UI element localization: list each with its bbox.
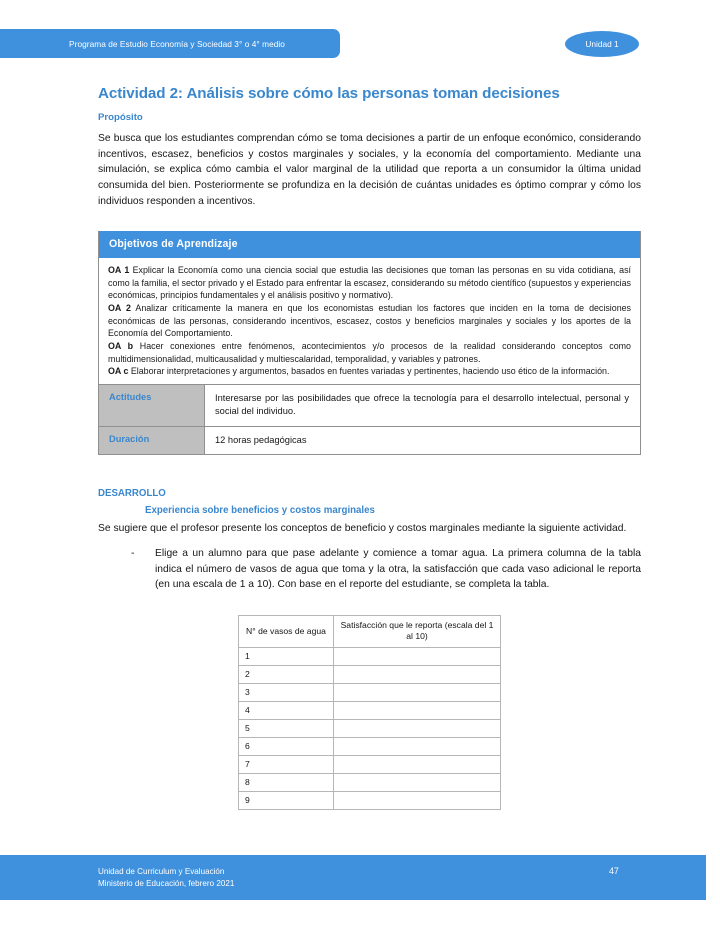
cell-glass-number: 2 [239,665,334,683]
cell-satisfaction[interactable] [334,737,501,755]
objective-item [108,302,631,340]
bullet-text: Elige a un alumno para que pase adelante y comience a tomar agua. La primera columna de la tabla indica el número de vasos de agua que toma y la otra, la satisfacción que cada vaso adicional le reporta (en una escala de 1 a 10). Con base en el reporte del estudiante, se completa la tabla. [155,548,641,591]
experience-heading: Experiencia sobre beneficios y costos marginales [145,505,375,517]
cell-satisfaction[interactable] [334,719,501,737]
footer-text [98,866,234,889]
objective-text: Analizar críticamente la manera en que los economistas estudian los factores que inciden en la toma de decisiones económicas de las personas, considerando incentivos, escasez, costos y beneficios marginales y sociales y los aportes de la Economía del Comportamiento. [108,303,631,339]
footer-line-1: Unidad de Curriculum y Evaluación [98,867,225,876]
table-row [239,683,501,701]
cell-satisfaction[interactable] [334,647,501,665]
objective-code: OA c [108,366,129,377]
objective-item [108,365,631,378]
cell-satisfaction[interactable] [334,665,501,683]
meta-label-actitudes: Actitudes [99,384,205,426]
learning-objectives-body [99,258,640,384]
column-header-glasses: N° de vasos de agua [239,615,334,647]
page-title: Actividad 2: Análisis sobre cómo las personas toman decisiones [98,85,560,102]
table-row [239,719,501,737]
water-glasses-table-wrapper [98,615,641,810]
cell-glass-number: 3 [239,683,334,701]
program-header-banner [0,29,340,58]
cell-satisfaction[interactable] [334,755,501,773]
table-row [99,384,640,426]
development-heading: DESARROLLO [98,488,166,500]
table-row [239,737,501,755]
cell-satisfaction[interactable] [334,683,501,701]
purpose-heading: Propósito [98,112,143,123]
learning-objectives-block [98,231,641,455]
page-number: 47 [609,866,619,876]
objective-code: OA 2 [108,303,131,314]
meta-value-actitudes: Interesarse por las posibilidades que ofrece la tecnología para el desarrollo intelectual, personal y social del individuo. [205,384,641,426]
cell-glass-number: 8 [239,773,334,791]
program-header-label: Programa de Estudio Economía y Sociedad 3° o 4° medio [69,38,285,49]
table-header-row [239,615,501,647]
purpose-paragraph: Se busca que los estudiantes comprendan cómo se toma decisiones a partir de un enfoque económico, considerando incentivos, escasez, beneficios y costos marginales y sociales, y la economía del comportamiento. Mediante una simulación, se explica cómo cambia el valor marginal de la utilidad que reporta a un consumidor la última unidad consumida del bien. Posteriormente se profundiza en la decisión de cuántas unidades es óptimo comprar y cómo los individuos responden a incentivos. [98,133,641,207]
objective-code: OA 1 [108,265,130,276]
bullet-marker: - [131,548,135,560]
learning-objectives-header: Objetivos de Aprendizaje [99,231,640,258]
table-row [239,647,501,665]
column-header-satisfaction: Satisfacción que le reporta (escala del 1 al 10) [334,615,501,647]
table-row [239,773,501,791]
cell-satisfaction[interactable] [334,701,501,719]
objective-text: Elaborar interpretaciones y argumentos, basados en fuentes variadas y pertinentes, haciendo uso ético de la información. [128,366,610,377]
document-content [98,84,641,810]
objectives-meta-table [99,384,640,454]
cell-satisfaction[interactable] [334,791,501,809]
unit-badge-label: Unidad 1 [585,39,619,49]
table-row [99,426,640,454]
cell-glass-number: 1 [239,647,334,665]
objective-item [108,340,631,365]
objective-text: Hacer conexiones entre fenómenos, acontecimientos y/o procesos de la realidad considerando conceptos como multidimensionalidad, multicausalidad y multiescalaridad, temporalidad, y variables y patrones. [108,341,631,364]
meta-value-duracion: 12 horas pedagógicas [205,426,641,454]
water-glasses-table [238,615,501,810]
table-row [239,755,501,773]
meta-label-duracion: Duración [99,426,205,454]
objective-item [108,264,631,302]
objective-code: OA b [108,341,134,352]
cell-glass-number: 7 [239,755,334,773]
cell-glass-number: 9 [239,791,334,809]
table-row [239,791,501,809]
cell-satisfaction[interactable] [334,773,501,791]
list-item [98,546,641,593]
development-section [98,488,641,593]
cell-glass-number: 6 [239,737,334,755]
unit-badge [565,31,639,57]
development-intro-paragraph: Se sugiere que el profesor presente los conceptos de beneficio y costos marginales mediante la siguiente actividad. [98,523,627,535]
footer-line-2: Ministerio de Educación, febrero 2021 [98,878,235,888]
table-row [239,701,501,719]
cell-glass-number: 5 [239,719,334,737]
table-row [239,665,501,683]
objective-text: Explicar la Economía como una ciencia social que estudia las decisiones que toman las personas en su vida cotidiana, así como la familia, el sector privado y el Estado para enfrentar la escasez, considerando su método científico (supuestos y experiencias económicas, principios fundamentales y el análisis positivo y normativo). [108,265,631,301]
cell-glass-number: 4 [239,701,334,719]
